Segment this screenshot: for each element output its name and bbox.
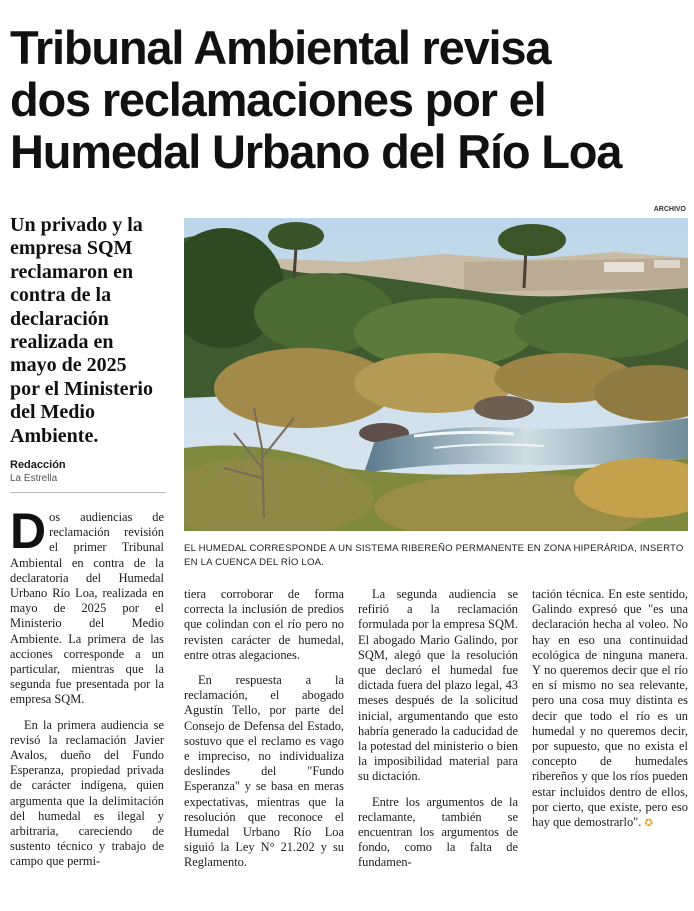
- lede-line: reclamaron en: [10, 260, 134, 283]
- article-column-3: [358, 587, 518, 871]
- paragraph: tiera corroborar de forma correcta la inclusión de predios que colindan con el río pero no revisten carácter de humedal, entre otras alegaciones.: [184, 587, 344, 662]
- byline-outlet: La Estrella: [10, 473, 58, 484]
- article-column-1: [10, 503, 164, 870]
- headline-line-1: Tribunal Ambiental revisa: [10, 21, 551, 74]
- wetland-photo-illustration: [184, 218, 688, 531]
- lede-line: declaración: [10, 307, 109, 330]
- lede-line: empresa SQM: [10, 237, 133, 260]
- lede-line: mayo de 2025: [10, 354, 127, 377]
- paragraph: [532, 587, 688, 831]
- paragraph: En respuesta a la reclamación, el abogado Agustín Tello, por parte del Consejo de Defensa del Estado, sostuvo que el reclamo es vago e impreciso, no individualiza deslindes del "Fundo Esperanza" y se basa en meras expectativas, mientras que la resolución que reconoce el Humedal Urbano Río Loa siguió la Ley N° 21.202 y su Reglamento.: [184, 673, 344, 870]
- photo-caption: EL HUMEDAL CORRESPONDE A UN SISTEMA RIBEREÑO PERMANENTE EN ZONA HIPERÁRIDA, INSERTO EN LA CUENCA DEL RÍO LOA.: [184, 543, 684, 568]
- lede-line: contra de la: [10, 284, 112, 307]
- paragraph: La segunda audiencia se refirió a la reclamación formulada por la empresa SQM. El abogado Mario Galindo, por SQM, alegó que la resolución que declaró el humedal fue dictada fuera del plazo legal, 43 meses después de la solicitud inicial, argumentando que esto habría generado la caducidad de la potestad del ministerio o bien la imposibilidad material para su dictación.: [358, 587, 519, 784]
- drop-cap: D: [10, 503, 47, 559]
- lede-line: por el Ministerio: [10, 377, 153, 400]
- article-column-2: [184, 587, 344, 871]
- photo-credit: ARCHIVO: [653, 206, 686, 213]
- headline-line-2: dos reclamaciones por el: [10, 73, 546, 126]
- paragraph: [10, 503, 164, 708]
- wetland-photo: [184, 218, 688, 531]
- lede: [10, 214, 170, 448]
- headline-line-3: Humedal Urbano del Río Loa: [10, 125, 622, 178]
- byline-divider: [10, 492, 166, 493]
- byline-author: Redacción: [10, 459, 66, 471]
- paragraph: Entre los argumentos de la reclamante, también se encuentran los argumentos de fondo, como la falta de fundamen-: [358, 794, 518, 870]
- lede-line: Un privado y la: [10, 214, 143, 236]
- lede-line: Ambiente.: [10, 424, 99, 447]
- headline: [10, 22, 686, 178]
- end-mark-icon: ✪: [644, 818, 653, 830]
- paragraph-text: tación técnica. En este sentido, Galindo expresó que "es una declaración hecha al voleo. No hay en eso una continuidad ecológica de ninguna manera. Y no queremos decir que el río en sí mismo no sea relevante, pero una cosa muy distinta es decir que todo el río es un humedal y no queremos decir, por supuesto, que no exista el concepto de humedales ribereños y que los ríos pueden estar incluidos dentro de ellos, por cierto, que existe, pero eso hay que demostrarlo".: [532, 587, 688, 830]
- lede-line: del Medio: [10, 401, 95, 424]
- article-column-4: [532, 587, 688, 831]
- byline: [10, 459, 166, 485]
- paragraph-text: os audiencias de reclamación revisión el primer Tribunal Ambiental en contra de la declaratoria del Humedal Urbano Río Loa, realizada en mayo de 2025 por el Ministerio del Medio Ambiente. La primera de las acciones corresponde a un particular, mientras que la segunda fue presentada por la empresa SQM.: [10, 510, 164, 707]
- paragraph: En la primera audiencia se revisó la reclamación Javier Avalos, dueño del Fundo Esperanza, propiedad privada de carácter indígena, quien argumenta que la delimitación del humedal es ilegal y arbitraria, careciendo de sustento técnico y trabajo de campo que permi-: [10, 717, 164, 869]
- lede-line: realizada en: [10, 331, 114, 354]
